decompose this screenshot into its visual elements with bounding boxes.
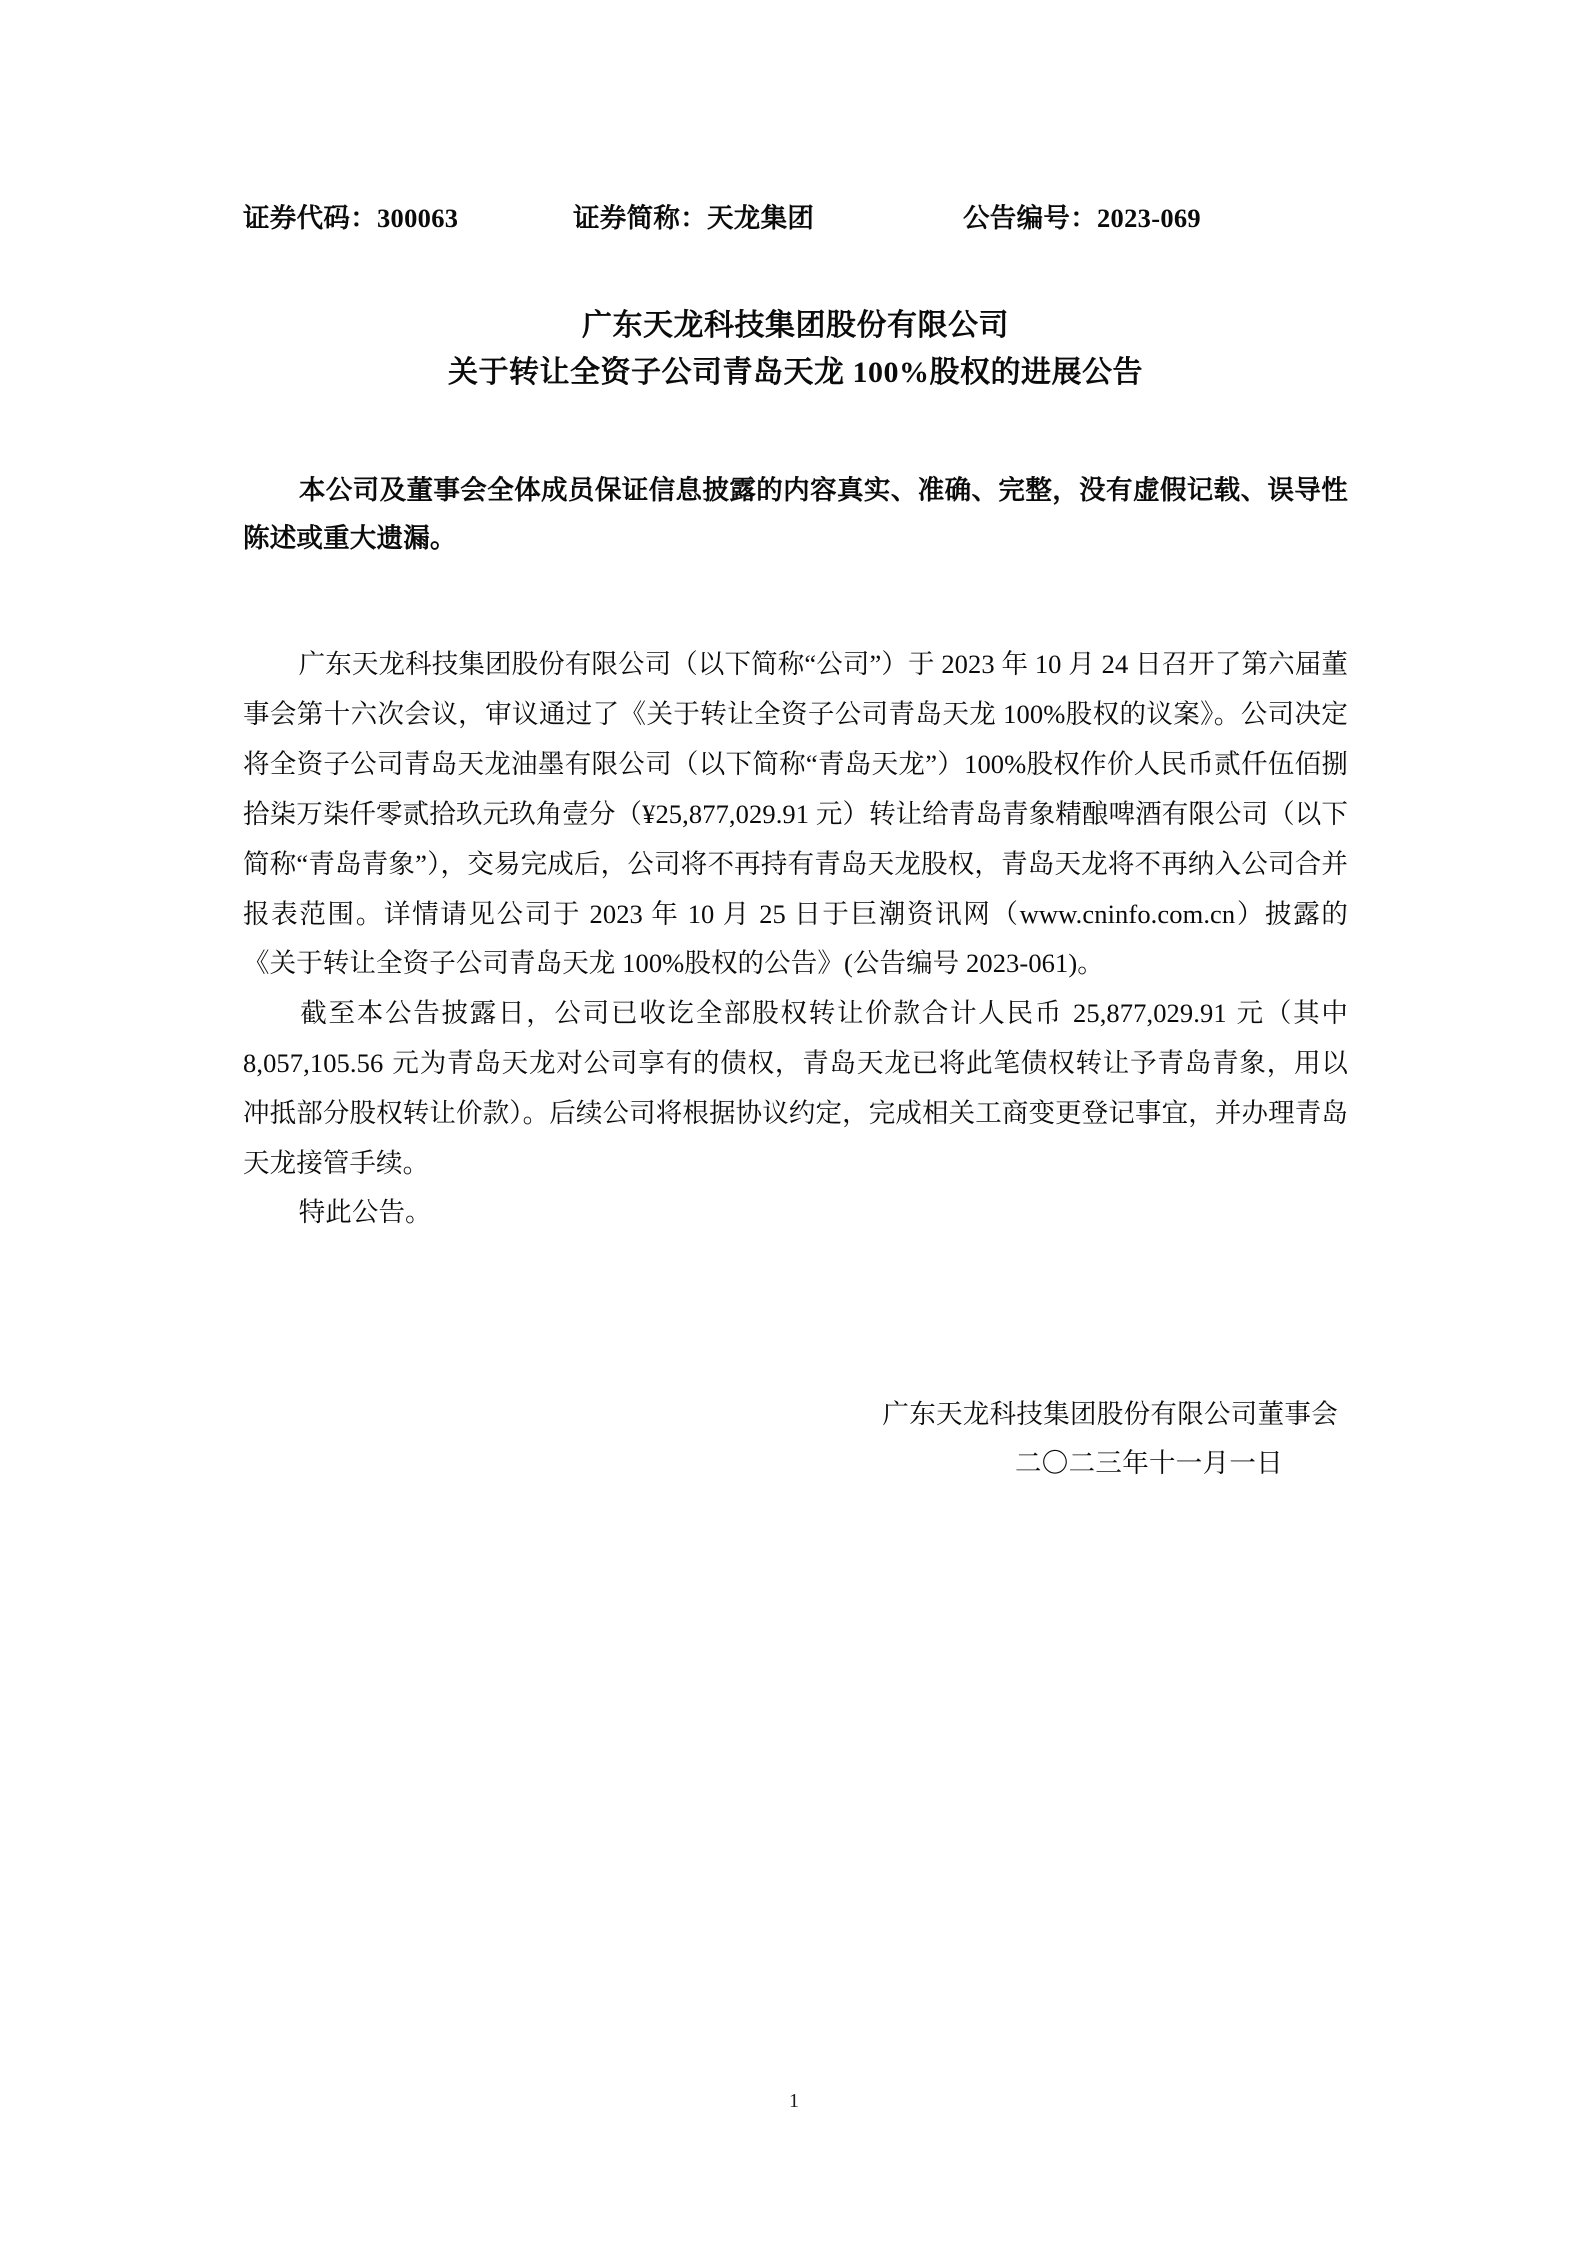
body-paragraph-2 xyxy=(243,989,1348,1188)
document-header xyxy=(243,196,1348,235)
signature-company: 广东天龙科技集团股份有限公司董事会 xyxy=(882,1399,1338,1430)
document-body xyxy=(243,640,1348,1238)
paragraph-2-text: 截至本公告披露日，公司已收讫全部股权转让价款合计人民币 25,877,029.91 元（其中 8,057,105.56 元为青岛天龙对公司享有的债权，青岛天龙已将此笔债权转让予青岛青象，用以冲抵部分股权转让价款）。后续公司将根据协议约定，完成相关工商变更登记事宜，并办理青岛天龙接管手续。 xyxy=(243,998,1348,1178)
signature-block xyxy=(243,1390,1348,1488)
security-abbreviation: 证券简称：天龙集团 xyxy=(573,203,815,233)
statement-text: 本公司及董事会全体成员保证信息披露的内容真实、准确、完整，没有虚假记载、误导性陈述或重大遗漏。 xyxy=(243,475,1348,554)
body-paragraph-1 xyxy=(243,640,1348,989)
title-line-company: 广东天龙科技集团股份有限公司 xyxy=(582,309,1009,342)
signature-date: 二〇二三年十一月一日 xyxy=(1015,1448,1283,1479)
page-title xyxy=(243,303,1348,396)
document-content xyxy=(243,0,1348,1488)
announcement-number: 公告编号：2023-069 xyxy=(963,203,1201,233)
body-paragraph-3 xyxy=(243,1188,1348,1238)
security-code: 证券代码：300063 xyxy=(243,203,459,233)
title-line-subject: 关于转让全资子公司青岛天龙 100%股权的进展公告 xyxy=(448,355,1143,389)
paragraph-1-text: 广东天龙科技集团股份有限公司（以下简称“公司”）于 2023 年 10 月 24 日召开了第六届董事会第十六次会议，审议通过了《关于转让全资子公司青岛天龙 100%股权的议案》。公司决定将全资子公司青岛天龙油墨有限公司（以下简称“青岛天龙”）100%股权作价人民币贰仟伍佰捌拾柒万柒仟零贰拾玖元玖角壹分（¥25,877,029.91 元）转让给青岛青象精酿啤酒有限公司（以下简称“青岛青象”），交易完成后，公司将不再持有青岛天龙股权，青岛天龙将不再纳入公司合并报表范围。详情请见公司于 2023 年 10 月 25 日于巨潮资讯网（www.cninfo.com.cn）披露的《关于转让全资子公司青岛天龙 100%股权的公告》(公告编号 2023-061)。 xyxy=(243,649,1348,979)
page-number: 1 xyxy=(789,2090,799,2112)
disclosure-statement xyxy=(243,466,1348,562)
paragraph-3-text: 特此公告。 xyxy=(298,1197,432,1228)
